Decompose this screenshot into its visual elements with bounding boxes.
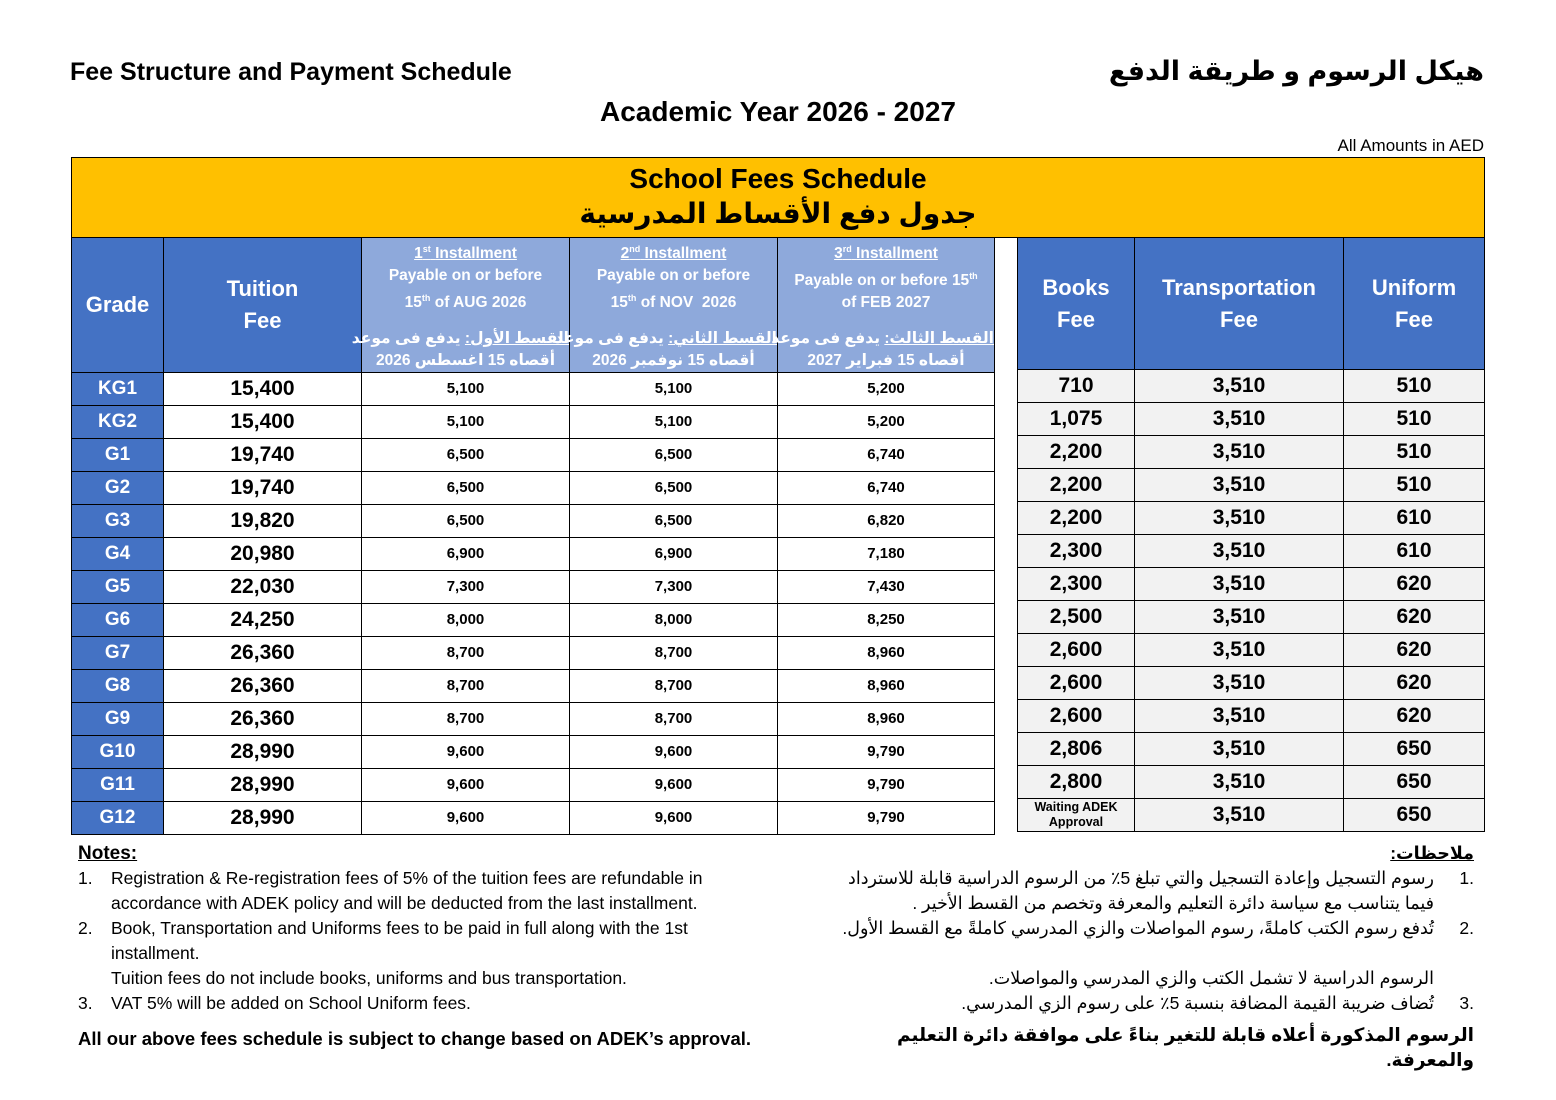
- tuition-cell: 15,400: [164, 406, 362, 439]
- table-row: [72, 505, 995, 538]
- uniform-fee-cell: 510: [1344, 469, 1485, 502]
- grade-cell: G10: [72, 736, 164, 769]
- table-row: [1018, 733, 1485, 766]
- installment-2-cell: 9,600: [570, 769, 778, 802]
- table-row: [72, 538, 995, 571]
- title-english: Fee Structure and Payment Schedule: [70, 58, 512, 86]
- transport-fee-cell: 3,510: [1135, 733, 1344, 766]
- installment-2-cell: 8,700: [570, 670, 778, 703]
- note-item-ar: .2 تُدفع رسوم الكتب كاملةً، رسوم المواصلات والزي المدرسي كاملةً مع القسط الأول.: [842, 918, 1474, 939]
- fees-schedule-banner: [71, 157, 1485, 238]
- installment-1-cell: 6,500: [362, 472, 570, 505]
- books-fee-cell: 2,200: [1018, 502, 1135, 535]
- table-row: [72, 703, 995, 736]
- tuition-cell: 28,990: [164, 769, 362, 802]
- table-row: [72, 406, 995, 439]
- uniform-fee-cell: 620: [1344, 634, 1485, 667]
- installment-3-cell: 6,740: [778, 472, 995, 505]
- books-fee-cell: 2,800: [1018, 766, 1135, 799]
- installment-2-cell: 9,600: [570, 736, 778, 769]
- installment-2-cell: 7,300: [570, 571, 778, 604]
- grade-cell: G3: [72, 505, 164, 538]
- uniform-fee-cell: 650: [1344, 799, 1485, 832]
- installment-3-cell: 8,960: [778, 703, 995, 736]
- table-row: [1018, 601, 1485, 634]
- installment-1-cell: 6,500: [362, 439, 570, 472]
- grade-cell: G5: [72, 571, 164, 604]
- table-row: [1018, 502, 1485, 535]
- note-item: 2. Book, Transportation and Uniforms fees to be paid in full along with the 1st installment.: [78, 918, 688, 964]
- main-content: [71, 237, 1485, 1072]
- installment-1-cell: 8,700: [362, 670, 570, 703]
- table-row: [72, 802, 995, 835]
- notes-disclaimer: All our above fees schedule is subject to change based on ADEK’s approval.: [78, 1028, 752, 1050]
- books-fee-cell: 2,600: [1018, 700, 1135, 733]
- header-grade: Grade: [72, 238, 164, 373]
- table-row: [72, 373, 995, 406]
- grade-cell: G11: [72, 769, 164, 802]
- grade-cell: G9: [72, 703, 164, 736]
- books-fee-cell: 2,600: [1018, 667, 1135, 700]
- tuition-cell: 19,740: [164, 472, 362, 505]
- tuition-cell: 19,820: [164, 505, 362, 538]
- tuition-cell: 19,740: [164, 439, 362, 472]
- uniform-fee-cell: 610: [1344, 535, 1485, 568]
- title-arabic: هيكل الرسوم و طريقة الدفع: [1108, 56, 1484, 86]
- transport-fee-cell: 3,510: [1135, 502, 1344, 535]
- table-row: [72, 637, 995, 670]
- installment-1-cell: 6,500: [362, 505, 570, 538]
- installment-3-cell: 8,960: [778, 637, 995, 670]
- table-row: [1018, 568, 1485, 601]
- books-fee-cell: 2,200: [1018, 436, 1135, 469]
- header-installment-2: 2nd Installment Payable on or before 15th of NOV 2026 القسط الثاني: يدفع فى موعد أقصاه 15 نوفمبر 2026: [570, 238, 778, 373]
- uniform-fee-cell: 510: [1344, 370, 1485, 403]
- installment-3-cell: 8,250: [778, 604, 995, 637]
- table-row: [1018, 403, 1485, 436]
- table-row: [1018, 634, 1485, 667]
- installment-1-cell: 6,900: [362, 538, 570, 571]
- installment-3-cell: 7,180: [778, 538, 995, 571]
- tuition-cell: 26,360: [164, 637, 362, 670]
- header-books: Books Fee: [1018, 238, 1135, 370]
- transport-fee-cell: 3,510: [1135, 634, 1344, 667]
- tuition-cell: 26,360: [164, 703, 362, 736]
- transport-fee-cell: 3,510: [1135, 667, 1344, 700]
- installment-3-cell: 9,790: [778, 736, 995, 769]
- tuition-cell: 22,030: [164, 571, 362, 604]
- note-item-ar: .3 تُضاف ضريبة القيمة المضافة بنسبة 5٪ على رسوم الزي المدرسي.: [961, 993, 1474, 1014]
- installment-3-cell: 7,430: [778, 571, 995, 604]
- tuition-cell: 28,990: [164, 802, 362, 835]
- books-fee-cell: 2,300: [1018, 535, 1135, 568]
- notes-english: [78, 841, 778, 1072]
- books-transport-uniform-table: [1017, 237, 1485, 832]
- installment-2-cell: 8,700: [570, 703, 778, 736]
- tuition-cell: 20,980: [164, 538, 362, 571]
- books-fee-cell: 2,500: [1018, 601, 1135, 634]
- installment-1-cell: 5,100: [362, 373, 570, 406]
- transport-fee-cell: 3,510: [1135, 370, 1344, 403]
- header-transport: Transportation Fee: [1135, 238, 1344, 370]
- installment-2-cell: 8,000: [570, 604, 778, 637]
- installment-3-cell: 6,740: [778, 439, 995, 472]
- uniform-fee-cell: 620: [1344, 700, 1485, 733]
- tables-row: [71, 237, 1485, 835]
- table-row: [72, 604, 995, 637]
- installment-2-cell: 5,100: [570, 406, 778, 439]
- academic-year: Academic Year 2026 - 2027: [600, 96, 956, 127]
- notes-row: [71, 841, 1485, 1072]
- installment-1-cell: 7,300: [362, 571, 570, 604]
- notes-heading: Notes:: [78, 843, 138, 865]
- table-row: [72, 439, 995, 472]
- uniform-fee-cell: 620: [1344, 568, 1485, 601]
- uniform-fee-cell: 650: [1344, 766, 1485, 799]
- installment-1-cell: 8,700: [362, 703, 570, 736]
- uniform-fee-cell: 620: [1344, 601, 1485, 634]
- table-row: [1018, 766, 1485, 799]
- tuition-installments-table: [71, 237, 995, 835]
- installment-1-cell: 5,100: [362, 406, 570, 439]
- books-fee-cell: 2,200: [1018, 469, 1135, 502]
- uniform-fee-cell: 510: [1344, 436, 1485, 469]
- note-item: Tuition fees do not include books, uniforms and bus transportation.: [111, 968, 627, 989]
- grade-cell: G4: [72, 538, 164, 571]
- transport-fee-cell: 3,510: [1135, 700, 1344, 733]
- header-uniform: Uniform Fee: [1344, 238, 1485, 370]
- installment-3-cell: 9,790: [778, 802, 995, 835]
- books-fee-cell: 1,075: [1018, 403, 1135, 436]
- table-row: [1018, 535, 1485, 568]
- books-fee-cell: Waiting ADEK Approval: [1018, 799, 1135, 832]
- uniform-fee-cell: 650: [1344, 733, 1485, 766]
- tuition-cell: 24,250: [164, 604, 362, 637]
- table-row: [72, 571, 995, 604]
- installment-1-cell: 9,600: [362, 769, 570, 802]
- transport-fee-cell: 3,510: [1135, 436, 1344, 469]
- table-row: [72, 472, 995, 505]
- books-fee-cell: 2,600: [1018, 634, 1135, 667]
- installment-3-cell: 6,820: [778, 505, 995, 538]
- table-row: [72, 670, 995, 703]
- installment-3-cell: 8,960: [778, 670, 995, 703]
- grade-cell: G12: [72, 802, 164, 835]
- table-row: [72, 736, 995, 769]
- transport-fee-cell: 3,510: [1135, 568, 1344, 601]
- transport-fee-cell: 3,510: [1135, 535, 1344, 568]
- currency-note: All Amounts in AED: [1337, 136, 1484, 155]
- installment-3-cell: 9,790: [778, 769, 995, 802]
- table-row: [1018, 700, 1485, 733]
- installment-1-cell: 9,600: [362, 802, 570, 835]
- transport-fee-cell: 3,510: [1135, 403, 1344, 436]
- installment-2-cell: 6,500: [570, 505, 778, 538]
- note-item: 1. Registration & Re-registration fees of 5% of the tuition fees are refundable in accordance with ADEK policy and will be deducted from the last installment.: [78, 868, 703, 914]
- uniform-fee-cell: 620: [1344, 667, 1485, 700]
- grade-cell: G7: [72, 637, 164, 670]
- header-installment-1: 1st Installment Payable on or before 15th of AUG 2026 القسط الأول: يدفع فى موعد أقصاه 15 اغسطس 2026: [362, 238, 570, 373]
- installment-3-cell: 5,200: [778, 406, 995, 439]
- header-tuition: Tuition Fee: [164, 238, 362, 373]
- note-item-ar: الرسوم الدراسية لا تشمل الكتب والزي المدرسي والمواصلات.: [988, 968, 1434, 989]
- tuition-cell: 26,360: [164, 670, 362, 703]
- notes-heading-ar: ملاحظات:: [1390, 843, 1474, 864]
- note-item: 3. VAT 5% will be added on School Uniform fees.: [78, 993, 471, 1014]
- installment-1-cell: 8,700: [362, 637, 570, 670]
- books-fee-cell: 2,806: [1018, 733, 1135, 766]
- installment-2-cell: 5,100: [570, 373, 778, 406]
- books-fee-cell: 710: [1018, 370, 1135, 403]
- uniform-fee-cell: 510: [1344, 403, 1485, 436]
- books-fee-cell: 2,300: [1018, 568, 1135, 601]
- tuition-cell: 28,990: [164, 736, 362, 769]
- table-row: [1018, 370, 1485, 403]
- installment-1-cell: 8,000: [362, 604, 570, 637]
- table-row: [72, 769, 995, 802]
- installment-2-cell: 6,500: [570, 472, 778, 505]
- table-row: [1018, 667, 1485, 700]
- grade-cell: KG1: [72, 373, 164, 406]
- note-item-ar: .1 رسوم التسجيل وإعادة التسجيل والتي تبلغ 5٪ من الرسوم الدراسية قابلة للاسترداد فيما يتناسب مع سياسة دائرة التعليم والمعرفة وتخصم من القسط الأخير .: [848, 868, 1474, 914]
- installment-1-cell: 9,600: [362, 736, 570, 769]
- installment-2-cell: 9,600: [570, 802, 778, 835]
- table-row: [1018, 799, 1485, 832]
- table-row: [1018, 469, 1485, 502]
- table-row: [1018, 436, 1485, 469]
- banner-title-en: School Fees Schedule: [629, 163, 927, 194]
- transport-fee-cell: 3,510: [1135, 601, 1344, 634]
- grade-cell: G1: [72, 439, 164, 472]
- installment-2-cell: 8,700: [570, 637, 778, 670]
- transport-fee-cell: 3,510: [1135, 799, 1344, 832]
- transport-fee-cell: 3,510: [1135, 469, 1344, 502]
- banner-title-ar: جدول دفع الأقساط المدرسية: [579, 198, 977, 229]
- notes-disclaimer-ar: الرسوم المذكورة أعلاه قابلة للتغير بناءً على موافقة دائرة التعليم والمعرفة.: [897, 1024, 1474, 1071]
- installment-2-cell: 6,500: [570, 439, 778, 472]
- grade-cell: G2: [72, 472, 164, 505]
- grade-cell: G8: [72, 670, 164, 703]
- header-installment-3: 3rd Installment Payable on or before 15th of FEB 2027 القسط الثالث: يدفع فى موعد أقصاه 15 فبراير 2027: [778, 238, 995, 373]
- notes-arabic: [834, 841, 1474, 1072]
- installment-2-cell: 6,900: [570, 538, 778, 571]
- grade-cell: KG2: [72, 406, 164, 439]
- transport-fee-cell: 3,510: [1135, 766, 1344, 799]
- tuition-cell: 15,400: [164, 373, 362, 406]
- installment-3-cell: 5,200: [778, 373, 995, 406]
- uniform-fee-cell: 610: [1344, 502, 1485, 535]
- grade-cell: G6: [72, 604, 164, 637]
